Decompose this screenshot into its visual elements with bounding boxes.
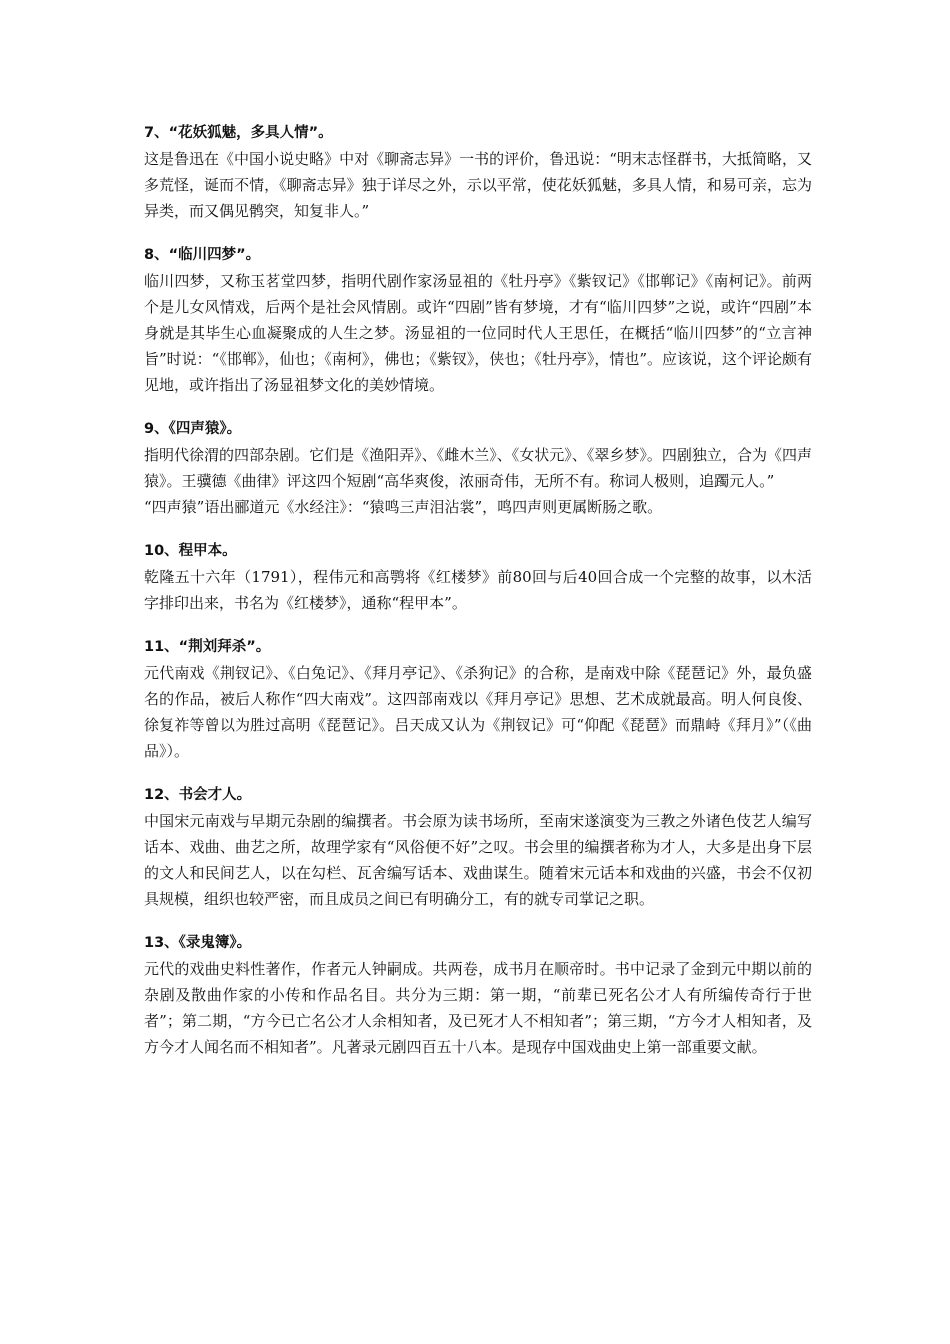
entry-11 [144,634,812,764]
entry-9 [144,416,812,520]
entry-title: 7、“花妖狐魅，多具人情”。 [144,125,333,141]
entry-paragraph: 乾隆五十六年（1791），程伟元和高鹗将《红楼梦》前80回与后40回合成一个完整的故事，以木活字排印出来，书名为《红楼梦》，通称“程甲本”。 [144,568,812,612]
entry-12 [144,782,812,912]
entry-paragraph: 中国宋元南戏与早期元杂剧的编撰者。书会原为读书场所，至南宋遂演变为三教之外诸色伎艺人编写话本、戏曲、曲艺之所，故理学家有“风俗便不好”之叹。书会里的编撰者称为才人，大多是出身下层的文人和民间艺人，以在勾栏、瓦舍编写话本、戏曲谋生。随着宋元话本和戏曲的兴盛，书会不仅初具规模，组织也较严密，而且成员之间已有明确分工，有的就专司掌记之职。 [144,812,812,908]
entry-7 [144,120,812,224]
entry-paragraph: 临川四梦，又称玉茗堂四梦，指明代剧作家汤显祖的《牡丹亭》《紫钗记》《邯郸记》《南柯记》。前两个是儿女风情戏，后两个是社会风情剧。或许“四剧”皆有梦境，才有“临川四梦”之说，或许“四剧”本身就是其毕生心血凝聚成的人生之梦。汤显祖的一位同时代人王思任，在概括“临川四梦”的“立言神旨”时说：“《邯郸》，仙也；《南柯》，佛也；《紫钗》，侠也；《牡丹亭》，情也”。应该说，这个评论颇有见地，或许指出了汤显祖梦文化的美妙情境。 [144,272,813,394]
entry-8 [144,242,812,398]
entry-paragraph: 这是鲁迅在《中国小说史略》中对《聊斋志异》一书的评价，鲁迅说：“明末志怪群书，大抵简略，又多荒怪，诞而不情，《聊斋志异》独于详尽之外，示以平常，使花妖狐魅，多具人情，和易可亲，忘为异类，而又偶见鹘突，知复非人。” [144,150,812,220]
entry-paragraph: “四声猿”语出郦道元《水经注》：“猿鸣三声泪沾裳”，鸣四声则更属断肠之歌。 [144,498,663,516]
entry-10 [144,538,812,616]
entry-title: 8、“临川四梦”。 [144,247,261,263]
entry-title: 13、《录鬼簿》。 [144,935,252,951]
entry-title: 9、《四声猿》。 [144,421,242,437]
entry-13 [144,930,812,1060]
entry-paragraph: 指明代徐渭的四部杂剧。它们是《渔阳弄》、《雌木兰》、《女状元》、《翠乡梦》。四剧独立，合为《四声猿》。王骥德《曲律》评这四个短剧“高华爽俊，浓丽奇伟，无所不有。称词人极则，追躅元人。” [144,446,812,490]
entry-title: 11、“荆刘拜杀”。 [144,639,271,655]
entry-title: 10、程甲本。 [144,543,237,559]
entry-paragraph: 元代南戏《荆钗记》、《白兔记》、《拜月亭记》、《杀狗记》的合称，是南戏中除《琵琶记》外，最负盛名的作品，被后人称作“四大南戏”。这四部南戏以《拜月亭记》思想、艺术成就最高。明人何良俊、徐复祚等曾以为胜过高明《琵琶记》。吕天成又认为《荆钗记》可“仰配《琵琶》而鼎峙《拜月》”（《曲品》）。 [144,664,812,760]
entry-paragraph: 元代的戏曲史料性著作，作者元人钟嗣成。共两卷，成书月在顺帝时。书中记录了金到元中期以前的杂剧及散曲作家的小传和作品名目。共分为三期：第一期，“前辈已死名公才人有所编传奇行于世者”；第二期，“方今已亡名公才人余相知者，及已死才人不相知者”；第三期，“方今才人相知者，及方今才人闻名而不相知者”。凡著录元剧四百五十八本。是现存中国戏曲史上第一部重要文献。 [144,960,812,1056]
document-page [144,120,812,1078]
entry-title: 12、书会才人。 [144,787,252,803]
